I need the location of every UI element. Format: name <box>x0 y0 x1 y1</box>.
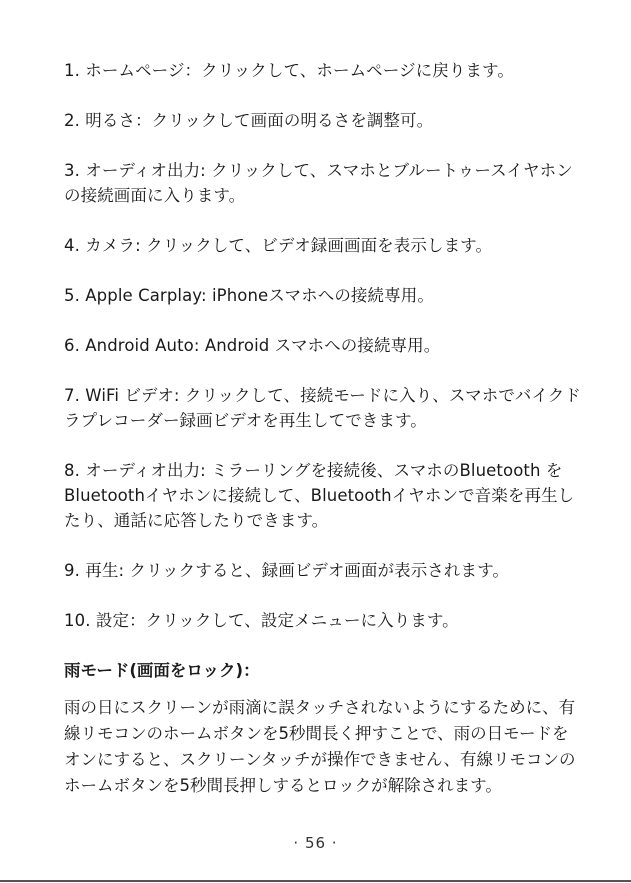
page-number: · 56 · <box>293 834 338 852</box>
bottom-divider <box>0 880 631 882</box>
item-playback: 9. 再生: クリックすると、録画ビデオ画面が表示されます。 <box>64 561 509 580</box>
item-audio-output-bluetooth: 8. オーディオ出力: ミラーリングを接続後、スマホのBluetooth をBluetoothイヤホンに接続して、Bluetoothイヤホンで音楽を再生したり、通話に応答したりできます。 <box>64 461 575 530</box>
item-audio-output: 3. オーディオ出力: クリックして、スマホとブルートゥースイヤホンの接続画面に入ります。 <box>64 161 573 205</box>
item-brightness: 2. 明るさ：クリックして画面の明るさを調整可。 <box>64 111 434 130</box>
item-apple-carplay: 5. Apple Carplay: iPhoneスマホへの接続専用。 <box>64 286 434 305</box>
item-camera: 4. カメラ: クリックして、ビデオ録画画面を表示します。 <box>64 236 493 255</box>
item-android-auto: 6. Android Auto: Android スマホへの接続専用。 <box>64 336 441 355</box>
rain-mode-title: 雨モード(画面をロック)： <box>64 661 260 680</box>
item-settings: 10. 設定：クリックして、設定メニューに入ります。 <box>64 611 459 630</box>
item-wifi-video: 7. WiFi ビデオ: クリックして、接続モードに入り、スマホでバイクドラプレコーダー録画ビデオを再生してできます。 <box>64 386 582 430</box>
rain-mode-body: 雨の日にスクリーンが雨滴に誤タッチされないようにするために、有線リモコンのホームボタンを5秒間長く押すことで、雨の日モードをオンにすると、スクリーンタッチが操作できません、有線リモコンのホームボタンを5秒間長押しするとロックが解除されます。 <box>64 698 576 795</box>
manual-content <box>64 58 584 799</box>
item-home: 1. ホームページ：クリックして、ホームページに戻ります。 <box>64 61 514 80</box>
